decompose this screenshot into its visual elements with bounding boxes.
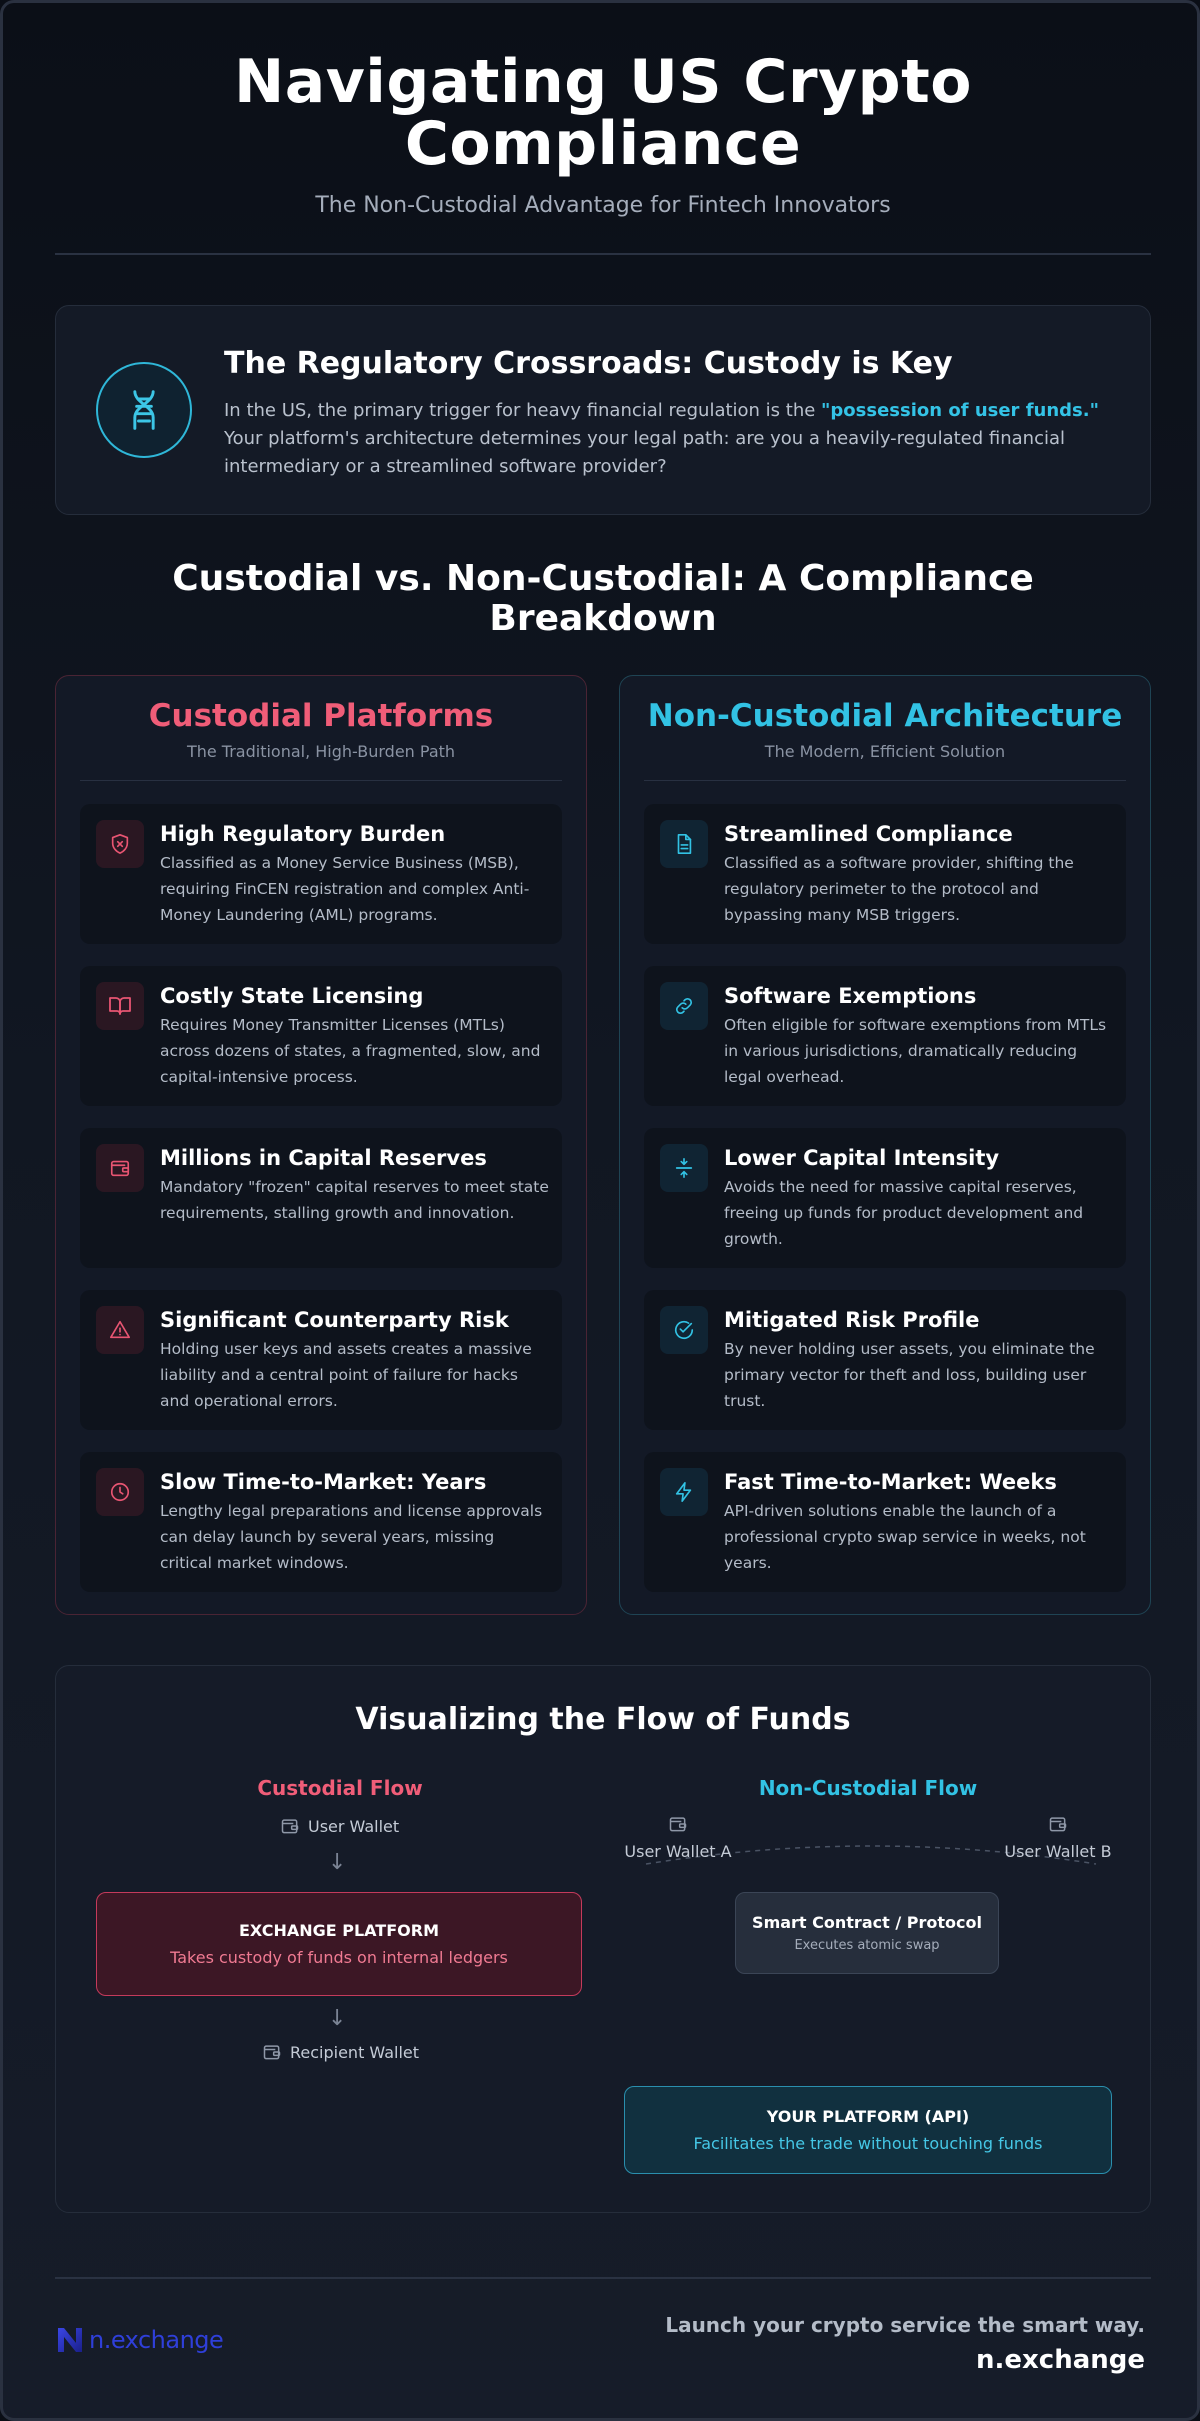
list-item — [80, 1452, 562, 1592]
compress-icon — [660, 1144, 708, 1192]
custodial-title: Custodial Platforms — [148, 698, 494, 734]
intro-body-text: In the US, the primary trigger for heavy financial regulation is the — [224, 400, 822, 421]
recipient-wallet — [262, 2042, 419, 2062]
item-title: Significant Counterparty Risk — [160, 1308, 509, 1332]
warning-triangle-icon — [96, 1306, 144, 1354]
clock-icon — [96, 1468, 144, 1516]
wallet-icon — [262, 2042, 282, 2062]
arrow-down-icon: ↓ — [328, 1850, 347, 1875]
item-body: Requires Money Transmitter Licenses (MTLs) across dozens of states, a fragmented, slow, and capital-intensive process. — [160, 1016, 541, 1086]
list-item — [80, 966, 562, 1106]
item-body: Classified as a Money Service Business (MSB), requiring FinCEN registration and complex Anti-Money Laundering (AML) programs. — [160, 854, 530, 924]
footer-divider — [55, 2277, 1151, 2279]
flow-title: Visualizing the Flow of Funds — [355, 1702, 851, 1737]
logo[interactable] — [55, 2325, 223, 2355]
smart-contract-sub: Executes atomic swap — [794, 1938, 940, 1953]
custodial-column — [55, 675, 587, 1615]
item-body: Holding user keys and assets creates a massive liability and a central point of failure for hacks and operational errors. — [160, 1340, 532, 1410]
list-item — [644, 804, 1126, 944]
title-line-1: Navigating US Crypto — [233, 47, 973, 117]
item-title: Slow Time-to-Market: Years — [160, 1470, 487, 1494]
exchange-platform-title: EXCHANGE PLATFORM — [239, 1921, 439, 1940]
column-divider — [80, 780, 562, 781]
arrow-down-icon: ↓ — [328, 2006, 347, 2031]
flow-section — [55, 1665, 1151, 2213]
non-custodial-column — [619, 675, 1151, 1615]
item-title: Millions in Capital Reserves — [160, 1146, 487, 1170]
header-divider — [55, 253, 1151, 255]
n-logo-icon — [55, 2325, 85, 2355]
exchange-platform-box — [96, 1892, 582, 1996]
book-open-icon — [96, 982, 144, 1030]
comparison-title: Custodial vs. Non-Custodial: A Compliance Breakdown — [172, 558, 1034, 639]
non-custodial-flow-title: Non-Custodial Flow — [758, 1776, 978, 1800]
platform-api-title: YOUR PLATFORM (API) — [766, 2107, 970, 2126]
item-title: Lower Capital Intensity — [724, 1146, 1000, 1170]
shield-x-icon — [96, 820, 144, 868]
footer-tagline: Launch your crypto service the smart way. — [665, 2313, 1145, 2337]
user-wallet-a — [624, 1814, 732, 1861]
item-body: Often eligible for software exemptions from MTLs in various jurisdictions, dramatically reducing legal overhead. — [724, 1016, 1107, 1086]
user-wallet-a-label: User Wallet A — [624, 1842, 732, 1861]
item-body: Mandatory "frozen" capital reserves to meet state requirements, stalling growth and innovation. — [160, 1178, 549, 1222]
title-line-2: Compliance — [404, 109, 802, 179]
wallet-icon — [96, 1144, 144, 1192]
item-title: Streamlined Compliance — [724, 822, 1013, 846]
item-body: Avoids the need for massive capital reserves, freeing up funds for product development and growth. — [724, 1178, 1084, 1248]
intro-body-text-end: Your platform's architecture determines your legal path: are you a heavily-regulated financial intermediary or a streamlined software provider? — [224, 428, 1066, 477]
list-item — [644, 1452, 1126, 1592]
platform-api-sub: Facilitates the trade without touching funds — [693, 2134, 1043, 2153]
list-item — [644, 1290, 1126, 1430]
wallet-icon — [280, 1816, 300, 1836]
non-custodial-title: Non-Custodial Architecture — [647, 698, 1123, 734]
item-title: Costly State Licensing — [160, 984, 424, 1008]
smart-contract-title: Smart Contract / Protocol — [752, 1913, 982, 1932]
intro-body — [224, 397, 1124, 481]
footer-cta — [665, 2313, 1145, 2375]
wallet-icon — [1048, 1814, 1068, 1834]
list-item — [80, 1128, 562, 1268]
item-title: High Regulatory Burden — [160, 822, 446, 846]
intro-card — [55, 305, 1151, 515]
item-title: Mitigated Risk Profile — [724, 1308, 980, 1332]
recipient-wallet-label: Recipient Wallet — [290, 2042, 420, 2062]
check-circle-icon — [660, 1306, 708, 1354]
list-item — [80, 804, 562, 944]
page-subtitle: The Non-Custodial Advantage for Fintech Innovators — [315, 193, 891, 218]
custodial-subtitle: The Traditional, High-Burden Path — [186, 742, 456, 761]
user-wallet-b — [1004, 1814, 1112, 1861]
item-title: Fast Time-to-Market: Weeks — [724, 1470, 1057, 1494]
user-wallet-label: User Wallet — [308, 1816, 400, 1836]
user-wallet — [280, 1816, 399, 1836]
non-custodial-subtitle: The Modern, Efficient Solution — [764, 742, 1006, 761]
link-icon — [660, 982, 708, 1030]
dna-helix-icon — [96, 362, 192, 458]
list-item — [80, 1290, 562, 1430]
column-divider — [644, 780, 1126, 781]
item-body: Classified as a software provider, shifting the regulatory perimeter to the protocol and bypassing many MSB triggers. — [724, 854, 1074, 924]
item-body: API-driven solutions enable the launch of a professional crypto swap service in weeks, not years. — [724, 1502, 1086, 1572]
item-body: By never holding user assets, you eliminate the primary vector for theft and loss, building user trust. — [724, 1340, 1095, 1410]
header — [55, 47, 1151, 218]
exchange-platform-sub: Takes custody of funds on internal ledgers — [170, 1948, 508, 1967]
intro-highlight: "possession of user funds." — [821, 400, 1099, 421]
platform-api-box — [624, 2086, 1112, 2174]
lightning-icon — [660, 1468, 708, 1516]
intro-title: The Regulatory Crossroads: Custody is Key — [224, 346, 953, 381]
smart-contract-box — [735, 1892, 999, 1974]
item-body: Lengthy legal preparations and license approvals can delay launch by several years, missing critical market windows. — [160, 1502, 543, 1572]
custodial-flow-title: Custodial Flow — [257, 1776, 423, 1800]
list-item — [644, 1128, 1126, 1268]
document-icon — [660, 820, 708, 868]
user-wallet-b-label: User Wallet B — [1004, 1842, 1112, 1861]
list-item — [644, 966, 1126, 1106]
page-title — [55, 47, 1151, 179]
footer-brand: n.exchange — [975, 2345, 1145, 2375]
logo-text: n.exchange — [89, 2326, 224, 2354]
item-title: Software Exemptions — [724, 984, 977, 1008]
wallet-icon — [668, 1814, 688, 1834]
